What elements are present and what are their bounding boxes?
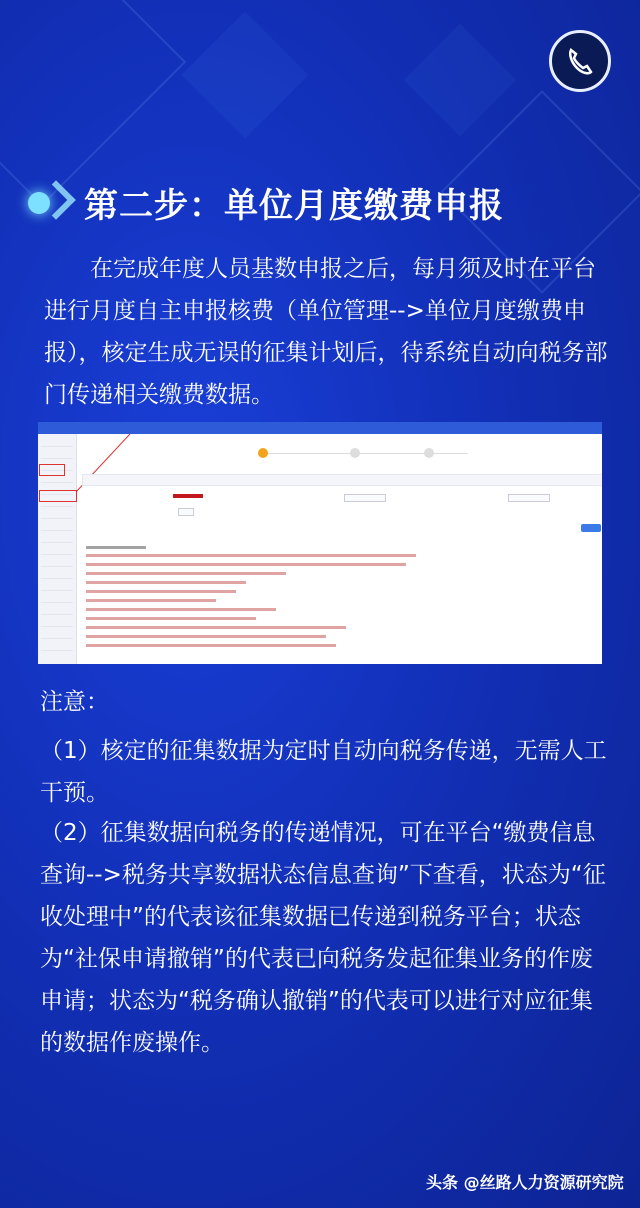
note-item-1: （1）核定的征集数据为定时自动向税务传递，无需人工干预。 [40,738,607,806]
screenshot-highlight-box [39,464,65,476]
embedded-screenshot [38,422,602,664]
screenshot-button [581,524,601,532]
decor-diamond [181,11,308,138]
screenshot-highlight-box [39,490,77,502]
screenshot-redacted-bar [173,494,203,498]
heading-bullet-icon [28,182,70,224]
decor-diamond [403,23,516,136]
intro-paragraph: 在完成年度人员基数申报之后，每月须及时在平台进行月度自主申报核费（单位管理-->单位月度缴费申报），核定生成无误的征集计划后，待系统自动向税务部门传递相关缴费数据。 [44,256,608,408]
screenshot-arrow [74,430,134,496]
note-item-2: （2）征集数据向税务的传递情况，可在平台“缴费信息查询-->税务共享数据状态信息查询”下查看，状态为“征收处理中”的代表该征集数据已传递到税务平台；状态为“社保申请撤销”的代表已向税务发起征集业务的作废申请；状态为“税务确认撤销”的代表可以进行对应征集的数据作废操作。 [40,820,606,1056]
logo-phone-icon [549,30,611,92]
decor-diamond [0,0,186,206]
notes-title: 注意： [40,689,109,715]
section-heading-row [28,178,504,227]
section-heading: 第二步：单位月度缴费申报 [84,186,504,226]
source-watermark: 头条 @丝路人力资源研究院 [426,1173,624,1192]
screenshot-panel-header [82,474,602,486]
